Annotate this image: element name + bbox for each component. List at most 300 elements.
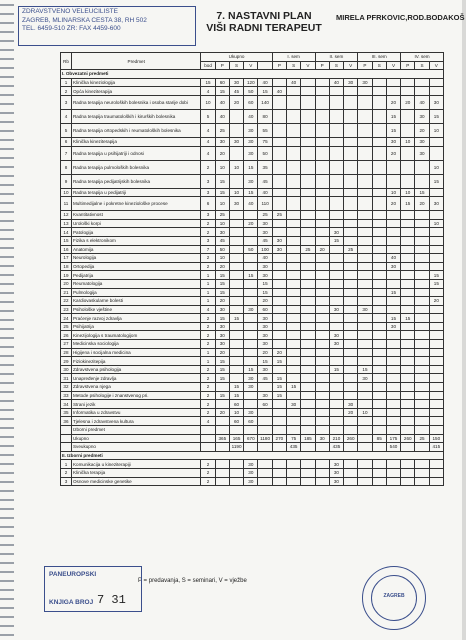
value-cell: 15 [244,365,258,374]
value-cell: 30 [258,322,272,331]
value-cell [344,188,358,197]
value-cell: 15 [229,391,243,400]
row-number: 26 [61,331,72,340]
row-number: 2 [61,468,72,477]
row-number: 24 [61,314,72,323]
value-cell: 60 [229,400,243,409]
value-cell [401,477,415,486]
value-cell [301,305,315,314]
value-cell: 40 [329,78,343,87]
value-cell: 110 [258,197,272,211]
value-cell [401,279,415,288]
table-row [61,374,444,383]
header-sem3: III. sem [358,53,401,62]
value-cell [358,477,372,486]
value-cell [372,109,386,123]
value-cell: 1180 [258,434,272,443]
value-cell: 4 [201,146,215,160]
value-cell [386,236,400,245]
value-cell [301,477,315,486]
value-cell: 10 [215,219,229,228]
value-cell [315,460,329,469]
value-cell [244,391,258,400]
value-cell [272,271,286,280]
value-cell [272,443,286,452]
row-number: 29 [61,357,72,366]
value-cell: 45 [258,236,272,245]
table-row [61,434,444,443]
value-cell: 2 [201,331,215,340]
value-cell: 15 [258,279,272,288]
value-cell: 120 [244,78,258,87]
value-cell [272,254,286,263]
value-cell: 20 [386,197,400,211]
value-cell [301,146,315,160]
table-row [61,468,444,477]
value-cell: 20 [229,95,243,109]
value-cell: 3 [201,236,215,245]
value-cell [272,123,286,137]
value-cell [344,391,358,400]
value-cell: 20 [215,297,229,306]
subheader-s: S [287,61,301,70]
value-cell [372,254,386,263]
value-cell [315,254,329,263]
value-cell [315,400,329,409]
value-cell: 30 [329,305,343,314]
value-cell [301,314,315,323]
subheader-s: S [415,61,429,70]
value-cell [429,146,443,160]
value-cell: 30 [244,460,258,469]
value-cell [344,340,358,349]
value-cell [401,383,415,392]
value-cell [415,391,429,400]
value-cell [415,348,429,357]
value-cell [329,417,343,426]
value-cell [358,254,372,263]
value-cell: 50 [215,245,229,254]
value-cell: 15 [215,374,229,383]
value-cell [358,271,372,280]
value-cell [386,348,400,357]
value-cell: 435 [329,443,343,452]
value-cell: 15 [215,279,229,288]
value-cell: 15 [215,314,229,323]
value-cell [415,314,429,323]
value-cell [344,160,358,174]
value-cell: 85 [372,434,386,443]
value-cell [372,340,386,349]
value-cell [344,146,358,160]
value-cell [344,365,358,374]
value-cell: 20 [215,348,229,357]
value-cell: 55 [258,123,272,137]
value-cell [272,78,286,87]
value-cell [329,426,343,435]
value-cell: 20 [386,146,400,160]
table-row [61,188,444,197]
value-cell [315,160,329,174]
row-number: 1 [61,78,72,87]
value-cell [315,262,329,271]
value-cell [315,340,329,349]
value-cell [258,417,272,426]
value-cell: 15 [229,314,243,323]
value-cell: 15 [244,160,258,174]
value-cell: 365 [215,434,229,443]
value-cell [329,262,343,271]
value-cell [372,279,386,288]
value-cell: 40 [244,197,258,211]
value-cell [315,87,329,96]
value-cell: 4 [201,305,215,314]
value-cell: 40 [272,87,286,96]
value-cell [386,357,400,366]
value-cell: 30 [358,78,372,87]
value-cell [372,391,386,400]
row-number: 21 [61,288,72,297]
value-cell [315,391,329,400]
subject-name: Pulmologija [71,288,200,297]
value-cell [344,305,358,314]
value-cell [301,174,315,188]
value-cell [344,219,358,228]
value-cell [229,340,243,349]
subheader-p: P [401,61,415,70]
value-cell [344,262,358,271]
value-cell [386,408,400,417]
row-number: 17 [61,254,72,263]
row-number: 1 [61,460,72,469]
table-row [61,137,444,146]
value-cell: 10 [215,197,229,211]
value-cell: 2 [201,408,215,417]
value-cell [386,78,400,87]
value-cell: 100 [258,245,272,254]
value-cell [287,254,301,263]
value-cell [386,331,400,340]
value-cell [329,314,343,323]
value-cell: 6 [201,197,215,211]
value-cell: 2 [201,477,215,486]
value-cell: 30 [415,109,429,123]
value-cell: 35 [258,160,272,174]
value-cell [415,383,429,392]
value-cell [272,426,286,435]
row-number: 12 [61,211,72,220]
value-cell [429,87,443,96]
value-cell [287,87,301,96]
subject-name: Radna terapija pulmoloških bolesnika [71,160,200,174]
value-cell [415,365,429,374]
value-cell [372,443,386,452]
value-cell [301,188,315,197]
value-cell [429,314,443,323]
value-cell [315,174,329,188]
value-cell [329,254,343,263]
row-number: 14 [61,228,72,237]
value-cell [386,383,400,392]
value-cell [301,254,315,263]
value-cell [287,365,301,374]
table-row [61,408,444,417]
value-cell [272,460,286,469]
value-cell [372,262,386,271]
value-cell [429,374,443,383]
row-number [61,434,72,443]
value-cell [372,417,386,426]
value-cell: 15 [429,109,443,123]
value-cell [358,288,372,297]
value-cell [315,426,329,435]
value-cell [272,417,286,426]
value-cell: 15 [215,288,229,297]
value-cell [358,160,372,174]
value-cell [329,400,343,409]
subject-name: Klinička kineziologija [71,78,200,87]
value-cell [358,434,372,443]
value-cell [429,340,443,349]
value-cell: 30 [344,400,358,409]
value-cell [315,365,329,374]
value-cell [301,365,315,374]
value-cell [301,383,315,392]
value-cell [358,417,372,426]
value-cell [344,383,358,392]
value-cell [401,146,415,160]
value-cell: 15 [386,314,400,323]
value-cell [401,174,415,188]
value-cell [344,211,358,220]
value-cell [301,78,315,87]
value-cell [344,322,358,331]
value-cell [272,146,286,160]
value-cell [287,123,301,137]
value-cell [258,408,272,417]
row-number: 15 [61,236,72,245]
value-cell [344,443,358,452]
value-cell: 15 [401,197,415,211]
value-cell: 30 [358,374,372,383]
header-subject: Predmet [71,53,200,70]
value-cell [429,426,443,435]
row-number: 33 [61,391,72,400]
value-cell [272,228,286,237]
value-cell [372,383,386,392]
value-cell [429,331,443,340]
value-cell [287,305,301,314]
subject-name: Anatomija [71,245,200,254]
value-cell: 40 [415,95,429,109]
value-cell [358,460,372,469]
value-cell: 75 [258,137,272,146]
value-cell [272,279,286,288]
value-cell: 30 [258,262,272,271]
value-cell [372,426,386,435]
value-cell [401,245,415,254]
value-cell [386,160,400,174]
value-cell [429,348,443,357]
value-cell [429,408,443,417]
row-number: 2 [61,87,72,96]
value-cell: 15 [329,236,343,245]
value-cell [344,468,358,477]
value-cell: 7 [201,245,215,254]
value-cell [315,357,329,366]
value-cell [415,408,429,417]
subject-name: Osnove medicinske genetike [71,477,200,486]
value-cell: 30 [244,137,258,146]
value-cell [301,137,315,146]
value-cell [272,219,286,228]
value-cell [315,408,329,417]
value-cell: 2 [201,468,215,477]
value-cell [401,340,415,349]
value-cell: 25 [258,211,272,220]
subject-name: Patologija [71,228,200,237]
value-cell [386,211,400,220]
value-cell [229,468,243,477]
value-cell: 45 [258,174,272,188]
value-cell [386,245,400,254]
value-cell: 60 [258,305,272,314]
value-cell [301,331,315,340]
value-cell [429,322,443,331]
header-rb: Rb [61,53,72,70]
value-cell [287,262,301,271]
value-cell [272,188,286,197]
value-cell [287,279,301,288]
value-cell [329,146,343,160]
value-cell [287,408,301,417]
library-stamp-book: KNJIGA BROJ [49,599,94,606]
value-cell [429,254,443,263]
table-row [61,391,444,400]
value-cell [315,219,329,228]
subject-name: Ortopedija [71,262,200,271]
value-cell [329,123,343,137]
value-cell [272,137,286,146]
subject-name: Kardiovaskularne bolesti [71,297,200,306]
row-number: 23 [61,305,72,314]
value-cell [429,211,443,220]
round-seal [362,566,426,630]
value-cell [287,188,301,197]
value-cell [287,417,301,426]
row-number: 3 [61,95,72,109]
table-row [61,314,444,323]
value-cell [244,322,258,331]
value-cell: 30 [244,174,258,188]
value-cell [415,426,429,435]
value-cell: 15 [272,357,286,366]
value-cell [372,348,386,357]
value-cell [386,400,400,409]
row-number: 28 [61,348,72,357]
value-cell [315,197,329,211]
value-cell [358,146,372,160]
value-cell [244,443,258,452]
value-cell [401,322,415,331]
value-cell: 20 [215,408,229,417]
value-cell: 15 [272,374,286,383]
value-cell: 15 [258,288,272,297]
value-cell [429,365,443,374]
value-cell [358,426,372,435]
value-cell [229,365,243,374]
value-cell: 45 [229,87,243,96]
value-cell [229,297,243,306]
table-row [61,305,444,314]
row-number: 7 [61,146,72,160]
subject-name: Fizika s elektronikom [71,236,200,245]
value-cell [415,331,429,340]
value-cell [329,137,343,146]
value-cell: 30 [244,468,258,477]
value-cell [229,123,243,137]
value-cell: 15 [358,365,372,374]
value-cell [386,417,400,426]
value-cell: 1 [201,271,215,280]
row-number: 27 [61,340,72,349]
value-cell: 20 [215,262,229,271]
value-cell: 15 [429,174,443,188]
value-cell [272,305,286,314]
stamp-line: ZAGREB, MLINARSKA CESTA 38, RH 502 [22,16,147,24]
value-cell [287,477,301,486]
value-cell [229,228,243,237]
table-row [61,174,444,188]
value-cell [301,95,315,109]
subject-name: Radna terapija neuroloških bolesnika i osoba starije dobi [71,95,200,109]
table-row [61,228,444,237]
value-cell: 30 [415,146,429,160]
value-cell [344,426,358,435]
row-number: 25 [61,322,72,331]
value-cell [315,211,329,220]
table-row [61,348,444,357]
value-cell [401,262,415,271]
row-number: 20 [61,279,72,288]
value-cell: 2 [201,322,215,331]
value-cell [386,228,400,237]
value-cell [244,262,258,271]
value-cell [229,109,243,123]
value-cell [358,314,372,323]
value-cell: 60 [244,95,258,109]
subheader-v: V [386,61,400,70]
value-cell [358,211,372,220]
value-cell: 30 [258,340,272,349]
value-cell [372,297,386,306]
value-cell [386,340,400,349]
value-cell [329,374,343,383]
value-cell [344,460,358,469]
value-cell [315,279,329,288]
value-cell: 15 [215,271,229,280]
value-cell: 15 [215,174,229,188]
value-cell: 20 [315,245,329,254]
value-cell: 20 [386,95,400,109]
value-cell: 30 [329,340,343,349]
value-cell [272,400,286,409]
subject-name: Radna terapija u pedijatriji [71,188,200,197]
value-cell [287,245,301,254]
value-cell [372,146,386,160]
value-cell: 30 [329,331,343,340]
value-cell [329,271,343,280]
